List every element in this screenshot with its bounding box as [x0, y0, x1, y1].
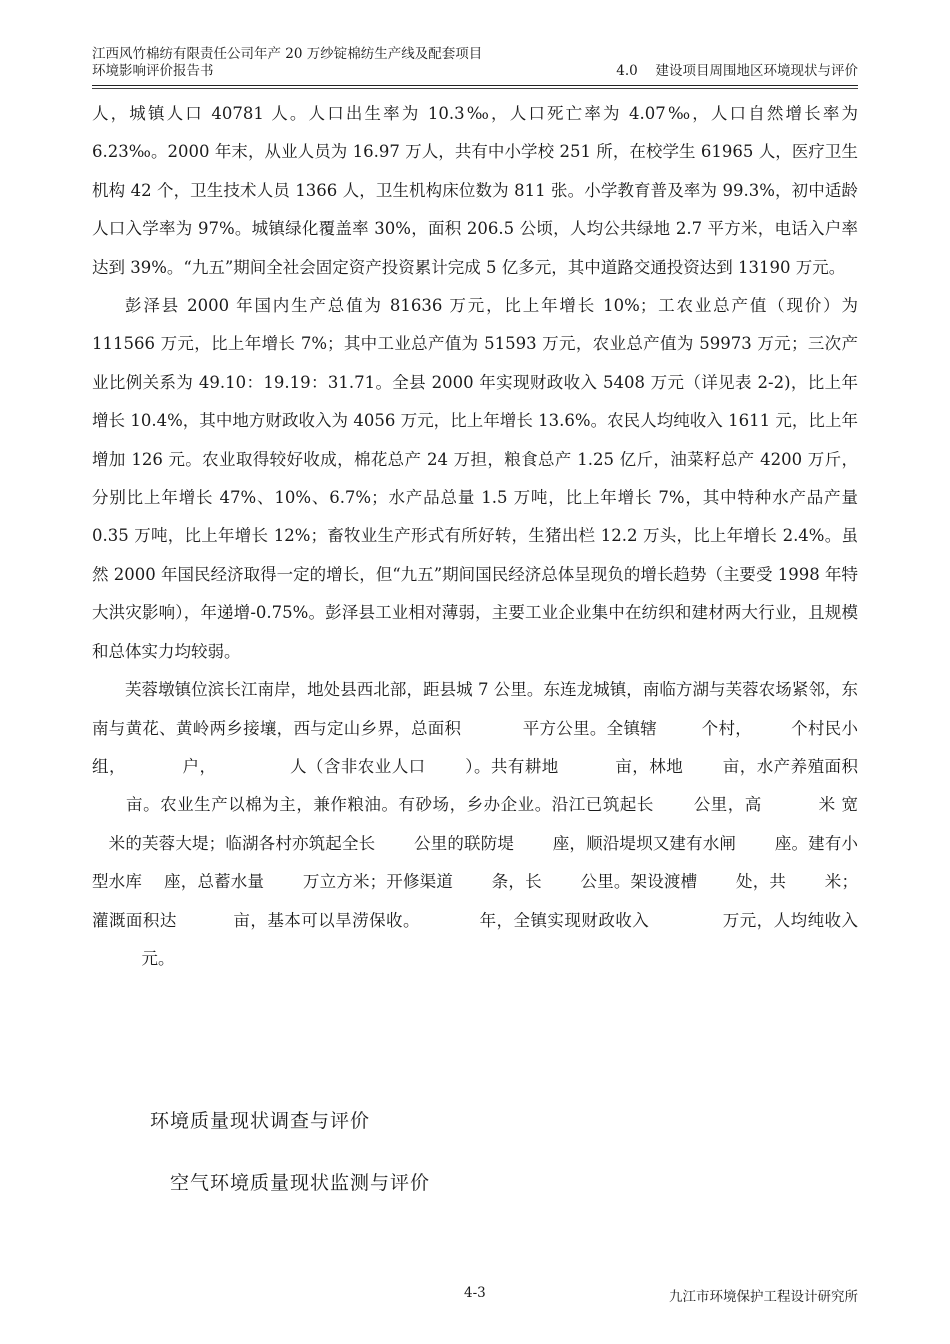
page-header	[92, 46, 858, 80]
header-divider-thin	[92, 88, 858, 89]
subsection-heading: 空气环境质量现状监测与评价	[170, 1172, 431, 1194]
section-heading: 环境质量现状调查与评价	[150, 1110, 371, 1132]
footer-organization: 九江市环境保护工程设计研究所	[669, 1289, 858, 1305]
header-divider	[92, 85, 858, 86]
header-title-line1: 江西风竹棉纺有限责任公司年产 20 万纱锭棉纺生产线及配套项目	[92, 46, 483, 62]
body-text	[92, 95, 858, 978]
paragraph-population: 人，城镇人口 40781 人。人口出生率为 10.3‰，人口死亡率为 4.07‰，人口自然增长率为 6.23‰。2000 年末，从业人员为 16.97 万人，共有中小学校 251 所，在校学生 61965 人，医疗卫生机构 42 个，卫生技术人员 1366 人，卫生机构床位数为 811 张。小学教育普及率为 99.3%，初中适龄人口入学率为 97%。城镇绿化覆盖率 30%，面积 206.5 公顷，人均公共绿地 2.7 平方米，电话入户率达到 39%。“九五”期间全社会固定资产投资累计完成 5 亿多元，其中道路交通投资达到 13190 万元。	[92, 104, 858, 277]
paragraph-town: 芙蓉墩镇位滨长江南岸，地处县西北部，距县城 7 公里。东连龙城镇，南临方湖与芙蓉农场紧邻，东南与黄花、黄岭两乡接壤，西与定山乡界，总面积 平方公里。全镇辖 个村， 个村民小组， 户， 人（含非农业人口 ）。共有耕地 亩，林地 亩，水产养殖面积 亩。农业生产以棉为主，兼作粮油。有砂场，乡办企业。沿江已筑起长 公里，高 米 宽 米的芙蓉大堤；临湖各村亦筑起全长 公里的联防堤 座，顺沿堤坝又建有水闸 座。建有小型水库 座，总蓄水量 万立方米；开修渠道 条，长 公里。架设渡槽 处，共 米；灌溉面积达 亩，基本可以旱涝保收。 年，全镇实现财政收入 万元，人均纯收入 元。	[92, 680, 858, 968]
page-number: 4-3	[464, 1285, 486, 1301]
header-section: 4.0 建设项目周围地区环境现状与评价	[616, 63, 858, 79]
header-title-line2: 环境影响评价报告书	[92, 63, 214, 79]
paragraph-economy: 彭泽县 2000 年国内生产总值为 81636 万元，比上年增长 10%；工农业总产值（现价）为 111566 万元，比上年增长 7%；其中工业总产值为 51593 万元，农业总产值为 59973 万元；三次产业比例关系为 49.10：19.19：31.71。全县 2000 年实现财政收入 5408 万元（详见表 2-2)，比上年增长 10.4%，其中地方财政收入为 4056 万元，比上年增长 13.6%。农民人均纯收入 1611 元，比上年增加 126 元。农业取得较好收成，棉花总产 24 万担，粮食总产 1.25 亿斤，油菜籽总产 4200 万斤，分别比上年增长 47%、10%、6.7%；水产品总量 1.5 万吨，比上年增长 7%，其中特种水产品产量 0.35 万吨，比上年增长 12%；畜牧业生产形式有所好转，生猪出栏 12.2 万头，比上年增长 2.4%。虽然 2000 年国民经济取得一定的增长，但“九五”期间国民经济总体呈现负的增长趋势（主要受 1998 年特大洪灾影响），年递增-0.75%。彭泽县工业相对薄弱，主要工业企业集中在纺织和建材两大行业，且规模和总体实力均较弱。	[92, 296, 858, 661]
